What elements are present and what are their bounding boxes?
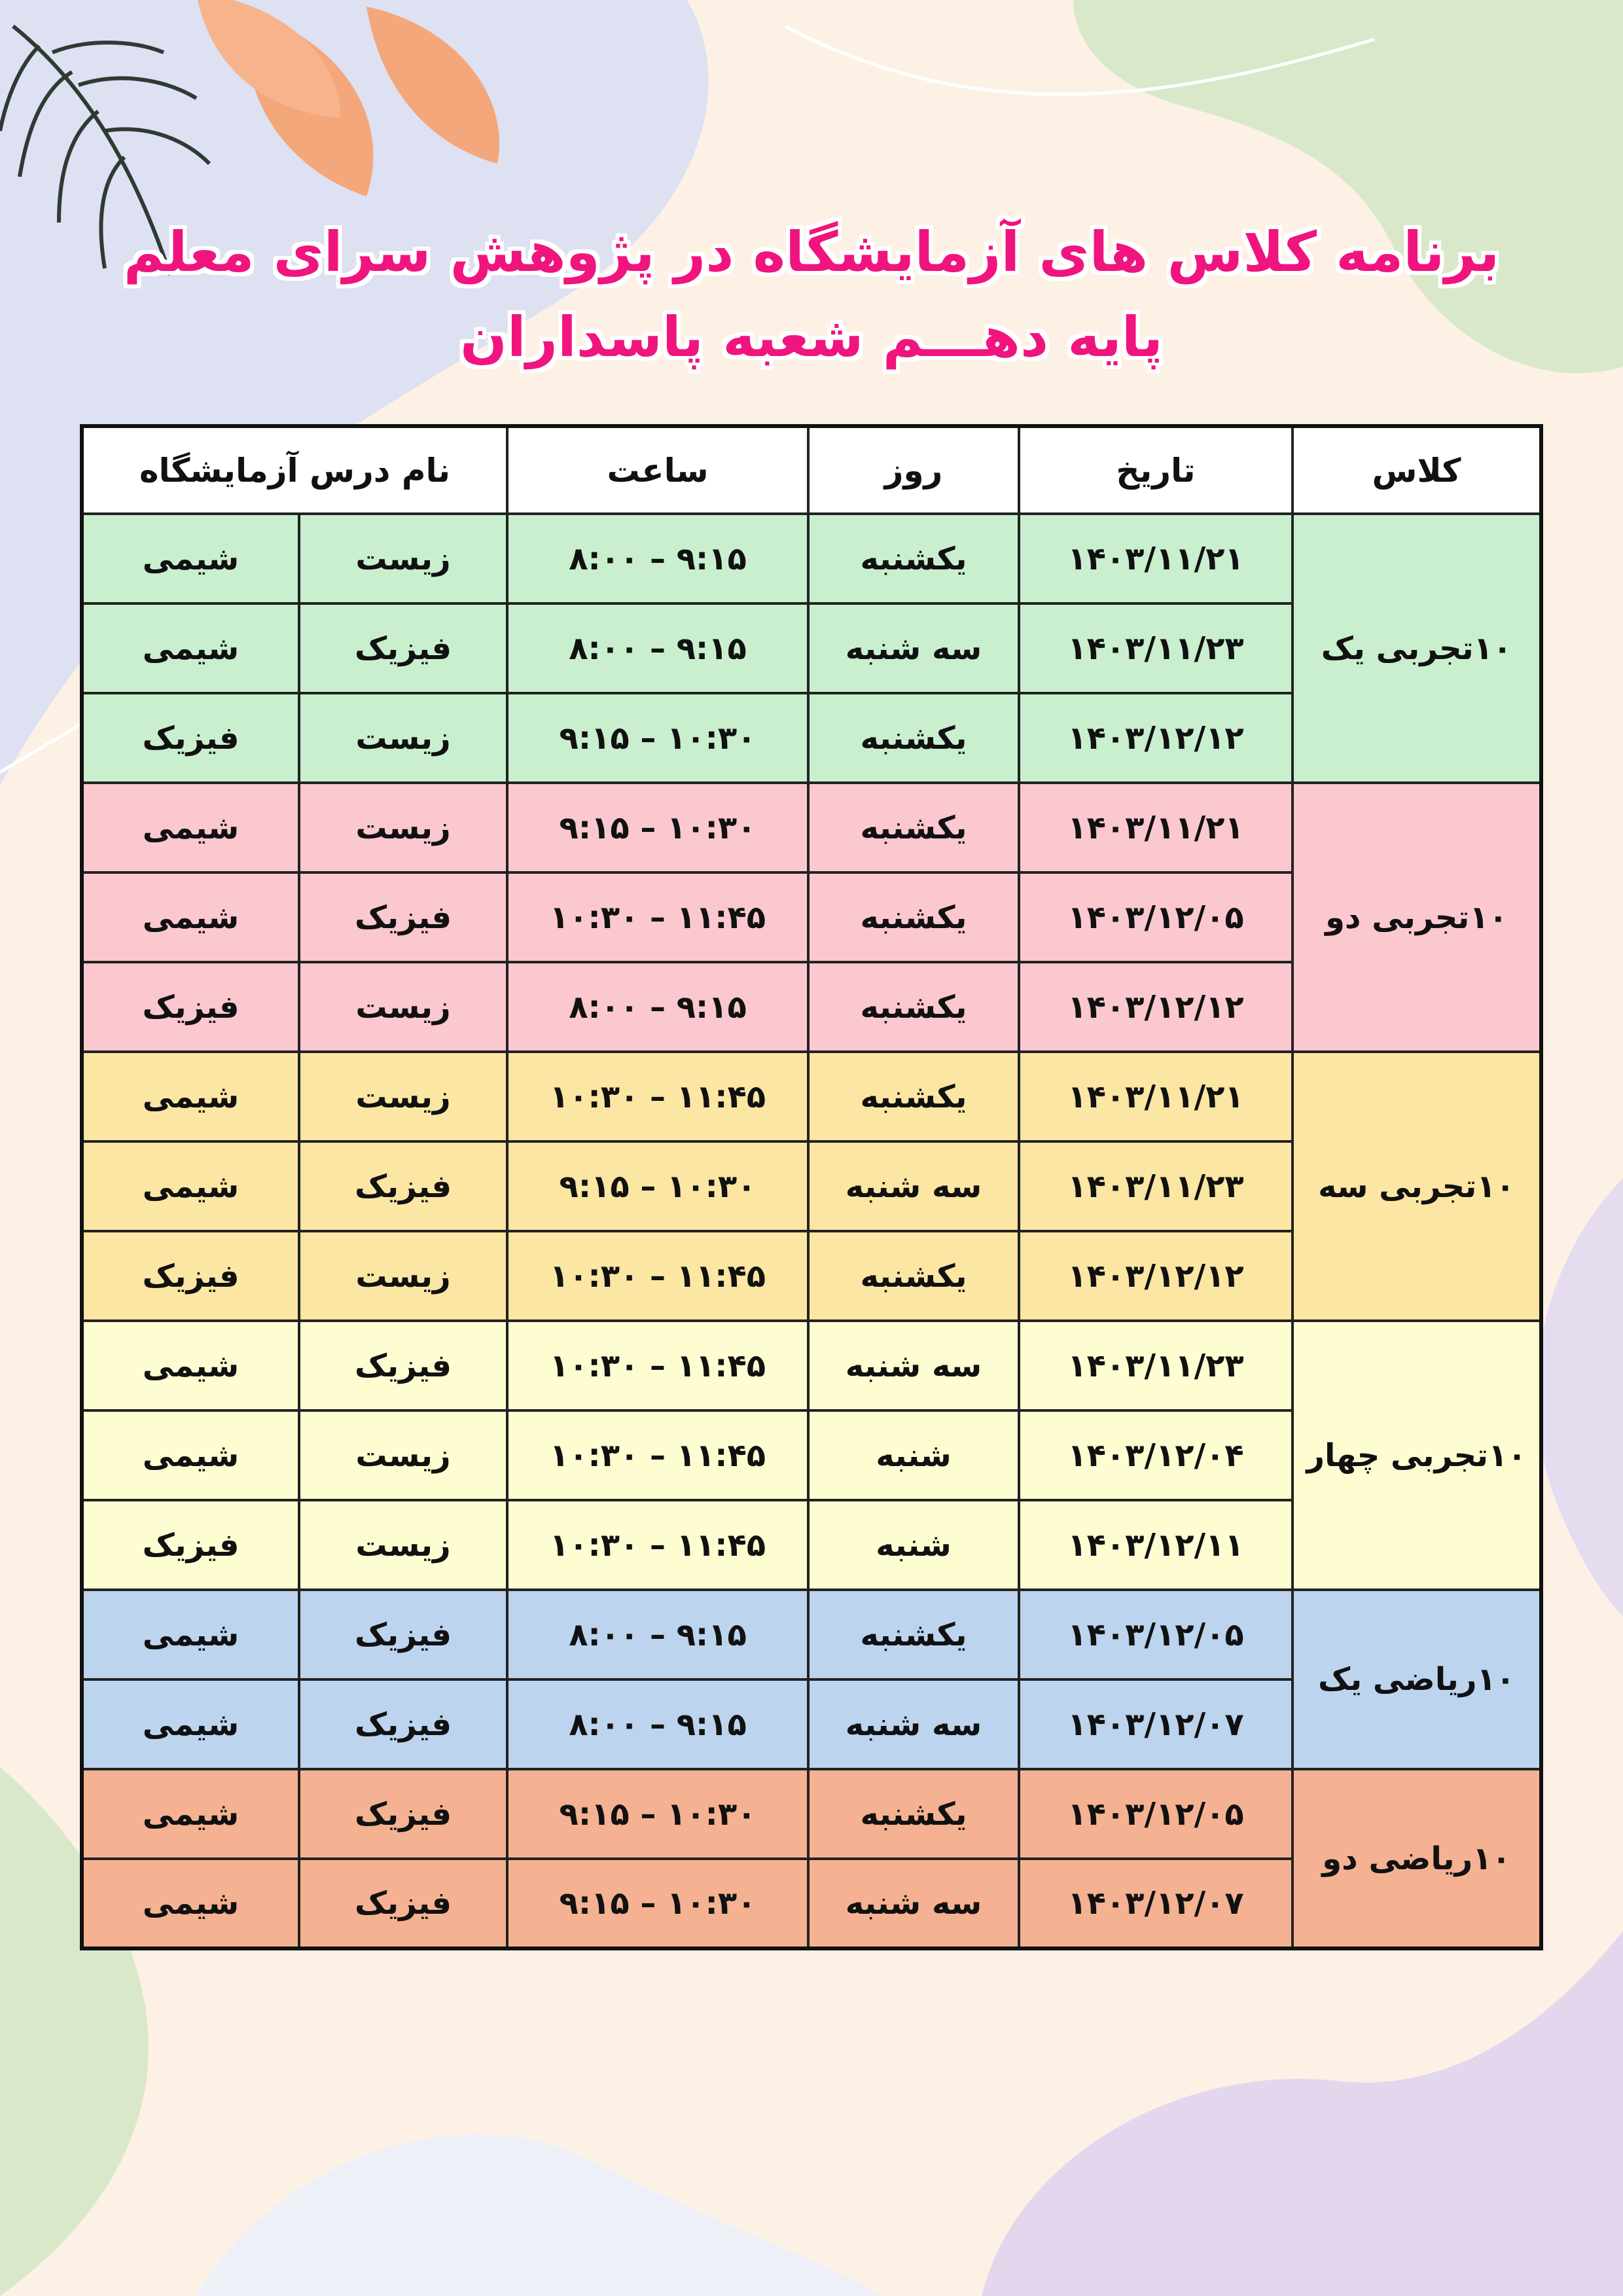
subject-cell: فیزیک (299, 872, 507, 962)
subject-cell: فیزیک (299, 603, 507, 693)
day-cell: یکشنبه (808, 872, 1019, 962)
date-cell: ۱۴۰۳/۱۱/۲۱ (1019, 514, 1293, 603)
time-cell: ۹:۱۵ – ۱۰:۳۰ (507, 1141, 808, 1231)
class-cell: ۱۰تجربی یک (1293, 514, 1541, 783)
subject-cell: شیمی (82, 783, 299, 872)
class-cell: ۱۰تجربی دو (1293, 783, 1541, 1052)
date-cell: ۱۴۰۳/۱۲/۰۷ (1019, 1679, 1293, 1769)
date-cell: ۱۴۰۳/۱۱/۲۳ (1019, 1321, 1293, 1410)
time-cell: ۱۰:۳۰ – ۱۱:۴۵ (507, 1500, 808, 1590)
class-cell: ۱۰ریاضی یک (1293, 1590, 1541, 1769)
date-cell: ۱۴۰۳/۱۱/۲۱ (1019, 1052, 1293, 1141)
date-cell: ۱۴۰۳/۱۲/۰۵ (1019, 1590, 1293, 1679)
subject-cell: شیمی (82, 872, 299, 962)
time-cell: ۱۰:۳۰ – ۱۱:۴۵ (507, 1052, 808, 1141)
time-cell: ۸:۰۰ – ۹:۱۵ (507, 1679, 808, 1769)
time-cell: ۸:۰۰ – ۹:۱۵ (507, 962, 808, 1052)
subject-cell: زیست (299, 1500, 507, 1590)
subject-cell: زیست (299, 1231, 507, 1321)
day-cell: یکشنبه (808, 514, 1019, 603)
day-cell: یکشنبه (808, 783, 1019, 872)
time-cell: ۹:۱۵ – ۱۰:۳۰ (507, 1859, 808, 1948)
day-cell: یکشنبه (808, 962, 1019, 1052)
subject-cell: زیست (299, 1052, 507, 1141)
day-cell: یکشنبه (808, 1590, 1019, 1679)
time-cell: ۸:۰۰ – ۹:۱۵ (507, 514, 808, 603)
day-cell: شنبه (808, 1410, 1019, 1500)
date-cell: ۱۴۰۳/۱۲/۰۴ (1019, 1410, 1293, 1500)
date-cell: ۱۴۰۳/۱۲/۰۵ (1019, 872, 1293, 962)
blob-bottom-center (196, 2134, 883, 2296)
table-row (82, 1769, 1541, 1859)
subject-cell: شیمی (82, 1590, 299, 1679)
date-cell: ۱۴۰۳/۱۲/۱۲ (1019, 693, 1293, 783)
header-class: کلاس (1293, 426, 1541, 514)
schedule-table (80, 424, 1543, 1950)
subject-cell: شیمی (82, 1052, 299, 1141)
header-date: تاریخ (1019, 426, 1293, 514)
subject-cell: زیست (299, 783, 507, 872)
time-cell: ۱۰:۳۰ – ۱۱:۴۵ (507, 872, 808, 962)
table-row (82, 1590, 1541, 1679)
class-cell: ۱۰ریاضی دو (1293, 1769, 1541, 1948)
date-cell: ۱۴۰۳/۱۲/۱۱ (1019, 1500, 1293, 1590)
subject-cell: شیمی (82, 514, 299, 603)
date-cell: ۱۴۰۳/۱۲/۰۷ (1019, 1859, 1293, 1948)
subject-cell: فیزیک (82, 1231, 299, 1321)
subject-cell: فیزیک (299, 1769, 507, 1859)
subject-cell: فیزیک (299, 1859, 507, 1948)
date-cell: ۱۴۰۳/۱۲/۰۵ (1019, 1769, 1293, 1859)
header-row (82, 426, 1541, 514)
subject-cell: فیزیک (82, 1500, 299, 1590)
subject-cell: فیزیک (299, 1321, 507, 1410)
date-cell: ۱۴۰۳/۱۲/۱۲ (1019, 962, 1293, 1052)
table-row (82, 514, 1541, 603)
date-cell: ۱۴۰۳/۱۱/۲۳ (1019, 1141, 1293, 1231)
day-cell: شنبه (808, 1500, 1019, 1590)
time-cell: ۸:۰۰ – ۹:۱۵ (507, 603, 808, 693)
time-cell: ۸:۰۰ – ۹:۱۵ (507, 1590, 808, 1679)
subject-cell: زیست (299, 514, 507, 603)
subject-cell: فیزیک (82, 693, 299, 783)
header-time: ساعت (507, 426, 808, 514)
subject-cell: زیست (299, 962, 507, 1052)
subject-cell: شیمی (82, 1141, 299, 1231)
day-cell: یکشنبه (808, 693, 1019, 783)
date-cell: ۱۴۰۳/۱۲/۱۲ (1019, 1231, 1293, 1321)
header-lab-subject: نام درس آزمایشگاه (82, 426, 507, 514)
blob-bottom-right (982, 1931, 1623, 2296)
header-day: روز (808, 426, 1019, 514)
class-cell: ۱۰تجربی سه (1293, 1052, 1541, 1321)
day-cell: سه شنبه (808, 603, 1019, 693)
schedule-body (82, 514, 1541, 1948)
subject-cell: زیست (299, 1410, 507, 1500)
day-cell: سه شنبه (808, 1679, 1019, 1769)
day-cell: یکشنبه (808, 1052, 1019, 1141)
page-subtitle: پایه دهـــم شعبه پاسداران (460, 305, 1163, 369)
day-cell: سه شنبه (808, 1141, 1019, 1231)
subject-cell: شیمی (82, 1859, 299, 1948)
day-cell: سه شنبه (808, 1859, 1019, 1948)
subject-cell: فیزیک (299, 1679, 507, 1769)
table-row (82, 1052, 1541, 1141)
subject-cell: شیمی (82, 1679, 299, 1769)
time-cell: ۱۰:۳۰ – ۱۱:۴۵ (507, 1410, 808, 1500)
date-cell: ۱۴۰۳/۱۱/۲۳ (1019, 603, 1293, 693)
time-cell: ۹:۱۵ – ۱۰:۳۰ (507, 1769, 808, 1859)
class-cell: ۱۰تجربی چهار (1293, 1321, 1541, 1590)
title-block (0, 209, 1623, 380)
subject-cell: فیزیک (82, 962, 299, 1052)
time-cell: ۹:۱۵ – ۱۰:۳۰ (507, 693, 808, 783)
table-row (82, 1321, 1541, 1410)
subject-cell: شیمی (82, 1410, 299, 1500)
subject-cell: شیمی (82, 1769, 299, 1859)
day-cell: سه شنبه (808, 1321, 1019, 1410)
time-cell: ۱۰:۳۰ – ۱۱:۴۵ (507, 1321, 808, 1410)
time-cell: ۱۰:۳۰ – ۱۱:۴۵ (507, 1231, 808, 1321)
subject-cell: فیزیک (299, 1141, 507, 1231)
date-cell: ۱۴۰۳/۱۱/۲۱ (1019, 783, 1293, 872)
table-row (82, 783, 1541, 872)
subject-cell: شیمی (82, 603, 299, 693)
day-cell: یکشنبه (808, 1231, 1019, 1321)
subject-cell: شیمی (82, 1321, 299, 1410)
time-cell: ۹:۱۵ – ۱۰:۳۰ (507, 783, 808, 872)
day-cell: یکشنبه (808, 1769, 1019, 1859)
subject-cell: فیزیک (299, 1590, 507, 1679)
page-title: برنامه کلاس های آزمایشگاه در پژوهش سرای معلم (123, 220, 1500, 284)
subject-cell: زیست (299, 693, 507, 783)
blob-right-mid (1536, 1178, 1623, 1617)
